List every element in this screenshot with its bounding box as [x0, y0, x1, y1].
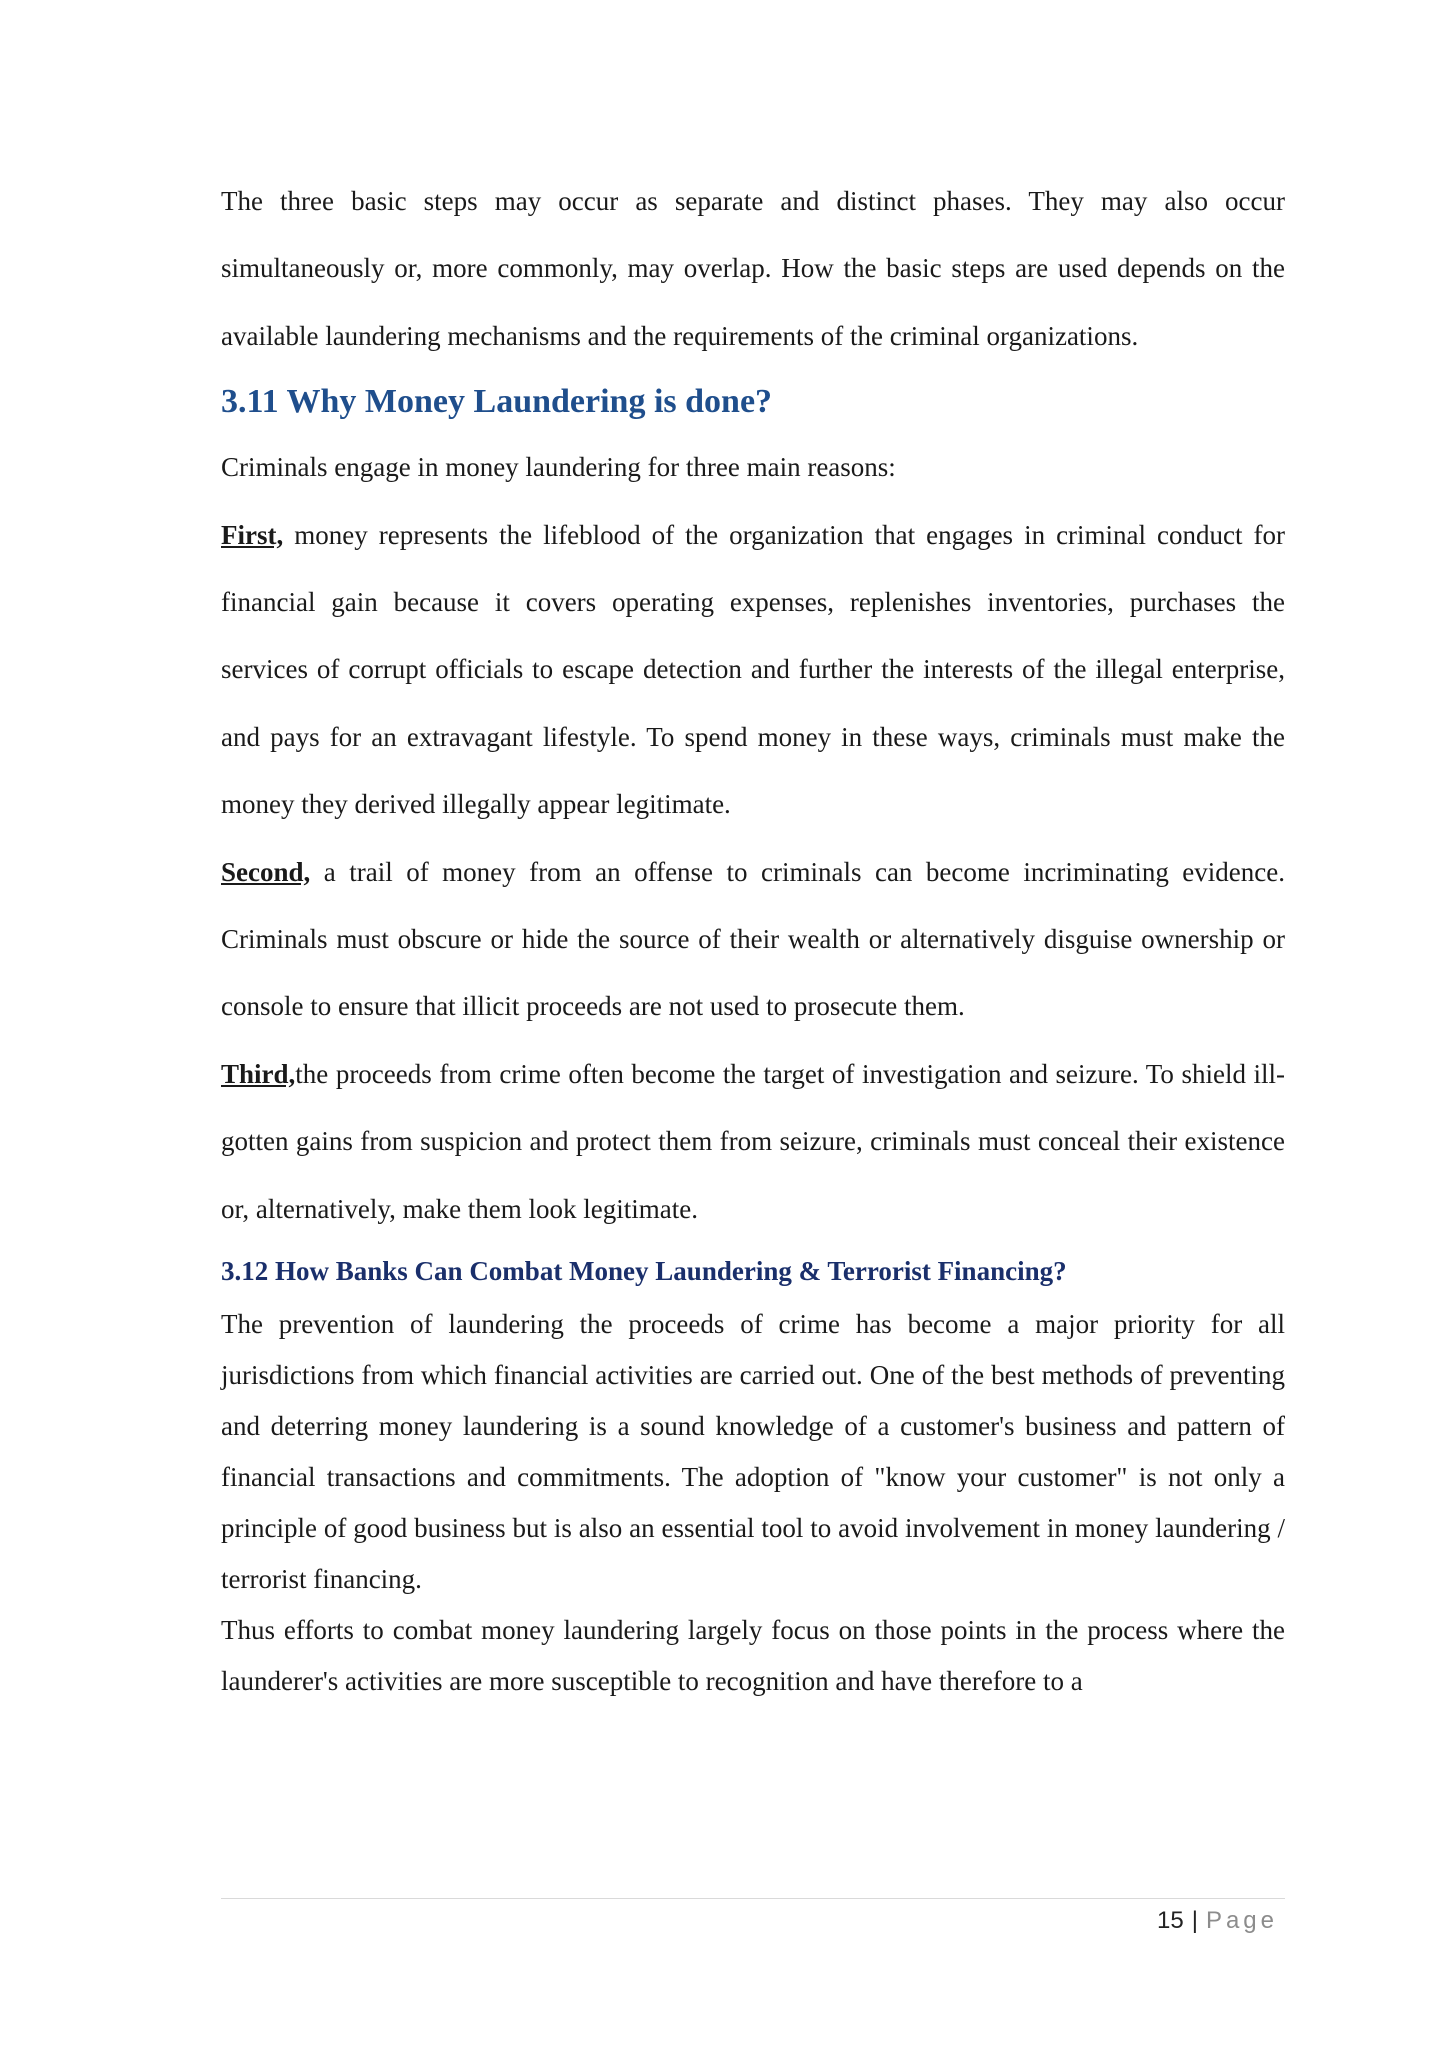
section-3-11-heading: 3.11 Why Money Laundering is done? — [221, 383, 773, 421]
page-label: Page — [1205, 1907, 1278, 1934]
reason-first-text: money represents the lifeblood of the organization that engages in criminal conduct for financial gain because it covers operating expenses, replenishes inventories, purchases the services of corrupt officials to escape detection and further the interests of the illegal enterprise, and pays for an extravagant lifestyle. To spend money in these ways, criminals must make the money they derived illegally appear legitimate. — [221, 519, 1285, 820]
reason-third-paragraph — [221, 1041, 1285, 1243]
intro-paragraph: The three basic steps may occur as separate and distinct phases. They may also occur simultaneously or, more commonly, may overlap. How the basic steps are used depends on the available laundering mechanisms and the requirements of the criminal organizations. — [221, 186, 1285, 351]
footer-divider — [221, 1898, 1285, 1899]
page-footer — [1157, 1903, 1278, 1939]
reason-first-paragraph — [221, 502, 1285, 839]
footer-separator: | — [1191, 1907, 1198, 1934]
reason-second-text: a trail of money from an offense to criminals can become incriminating evidence. Criminals must obscure or hide the source of their wealth or alternatively disguise ownership or console to ensure that illicit proceeds are not used to prosecute them. — [221, 856, 1285, 1022]
section-3-12-paragraph-1: The prevention of laundering the proceeds of crime has become a major priority for all jurisdictions from which financial activities are carried out. One of the best methods of preventing and deterring money laundering is a sound knowledge of a customer's business and pattern of financial transactions and commitments. The adoption of "know your customer" is not only a principle of good business but is also an essential tool to avoid involvement in money laundering / terrorist financing. — [221, 1309, 1285, 1595]
reason-second-lead: Second, — [221, 856, 311, 887]
document-page — [221, 168, 1285, 1707]
reason-first-lead: First, — [221, 519, 284, 550]
section-3-12-heading: 3.12 How Banks Can Combat Money Laundering & Terrorist Financing? — [221, 1256, 1067, 1287]
reason-third-lead: Third, — [221, 1058, 296, 1089]
page-number: 15 — [1157, 1907, 1184, 1934]
section-3-12-paragraph-2: Thus efforts to combat money laundering largely focus on those points in the process where the launderer's activities are more susceptible to recognition and have therefore to a — [221, 1615, 1285, 1697]
section-3-11-intro: Criminals engage in money laundering for three main reasons: — [221, 452, 896, 483]
reason-second-paragraph — [221, 839, 1285, 1041]
reason-third-text: the proceeds from crime often become the target of investigation and seizure. To shield ill-gotten gains from suspicion and protect them from seizure, criminals must conceal their existence or, alternatively, make them look legitimate. — [221, 1058, 1285, 1224]
